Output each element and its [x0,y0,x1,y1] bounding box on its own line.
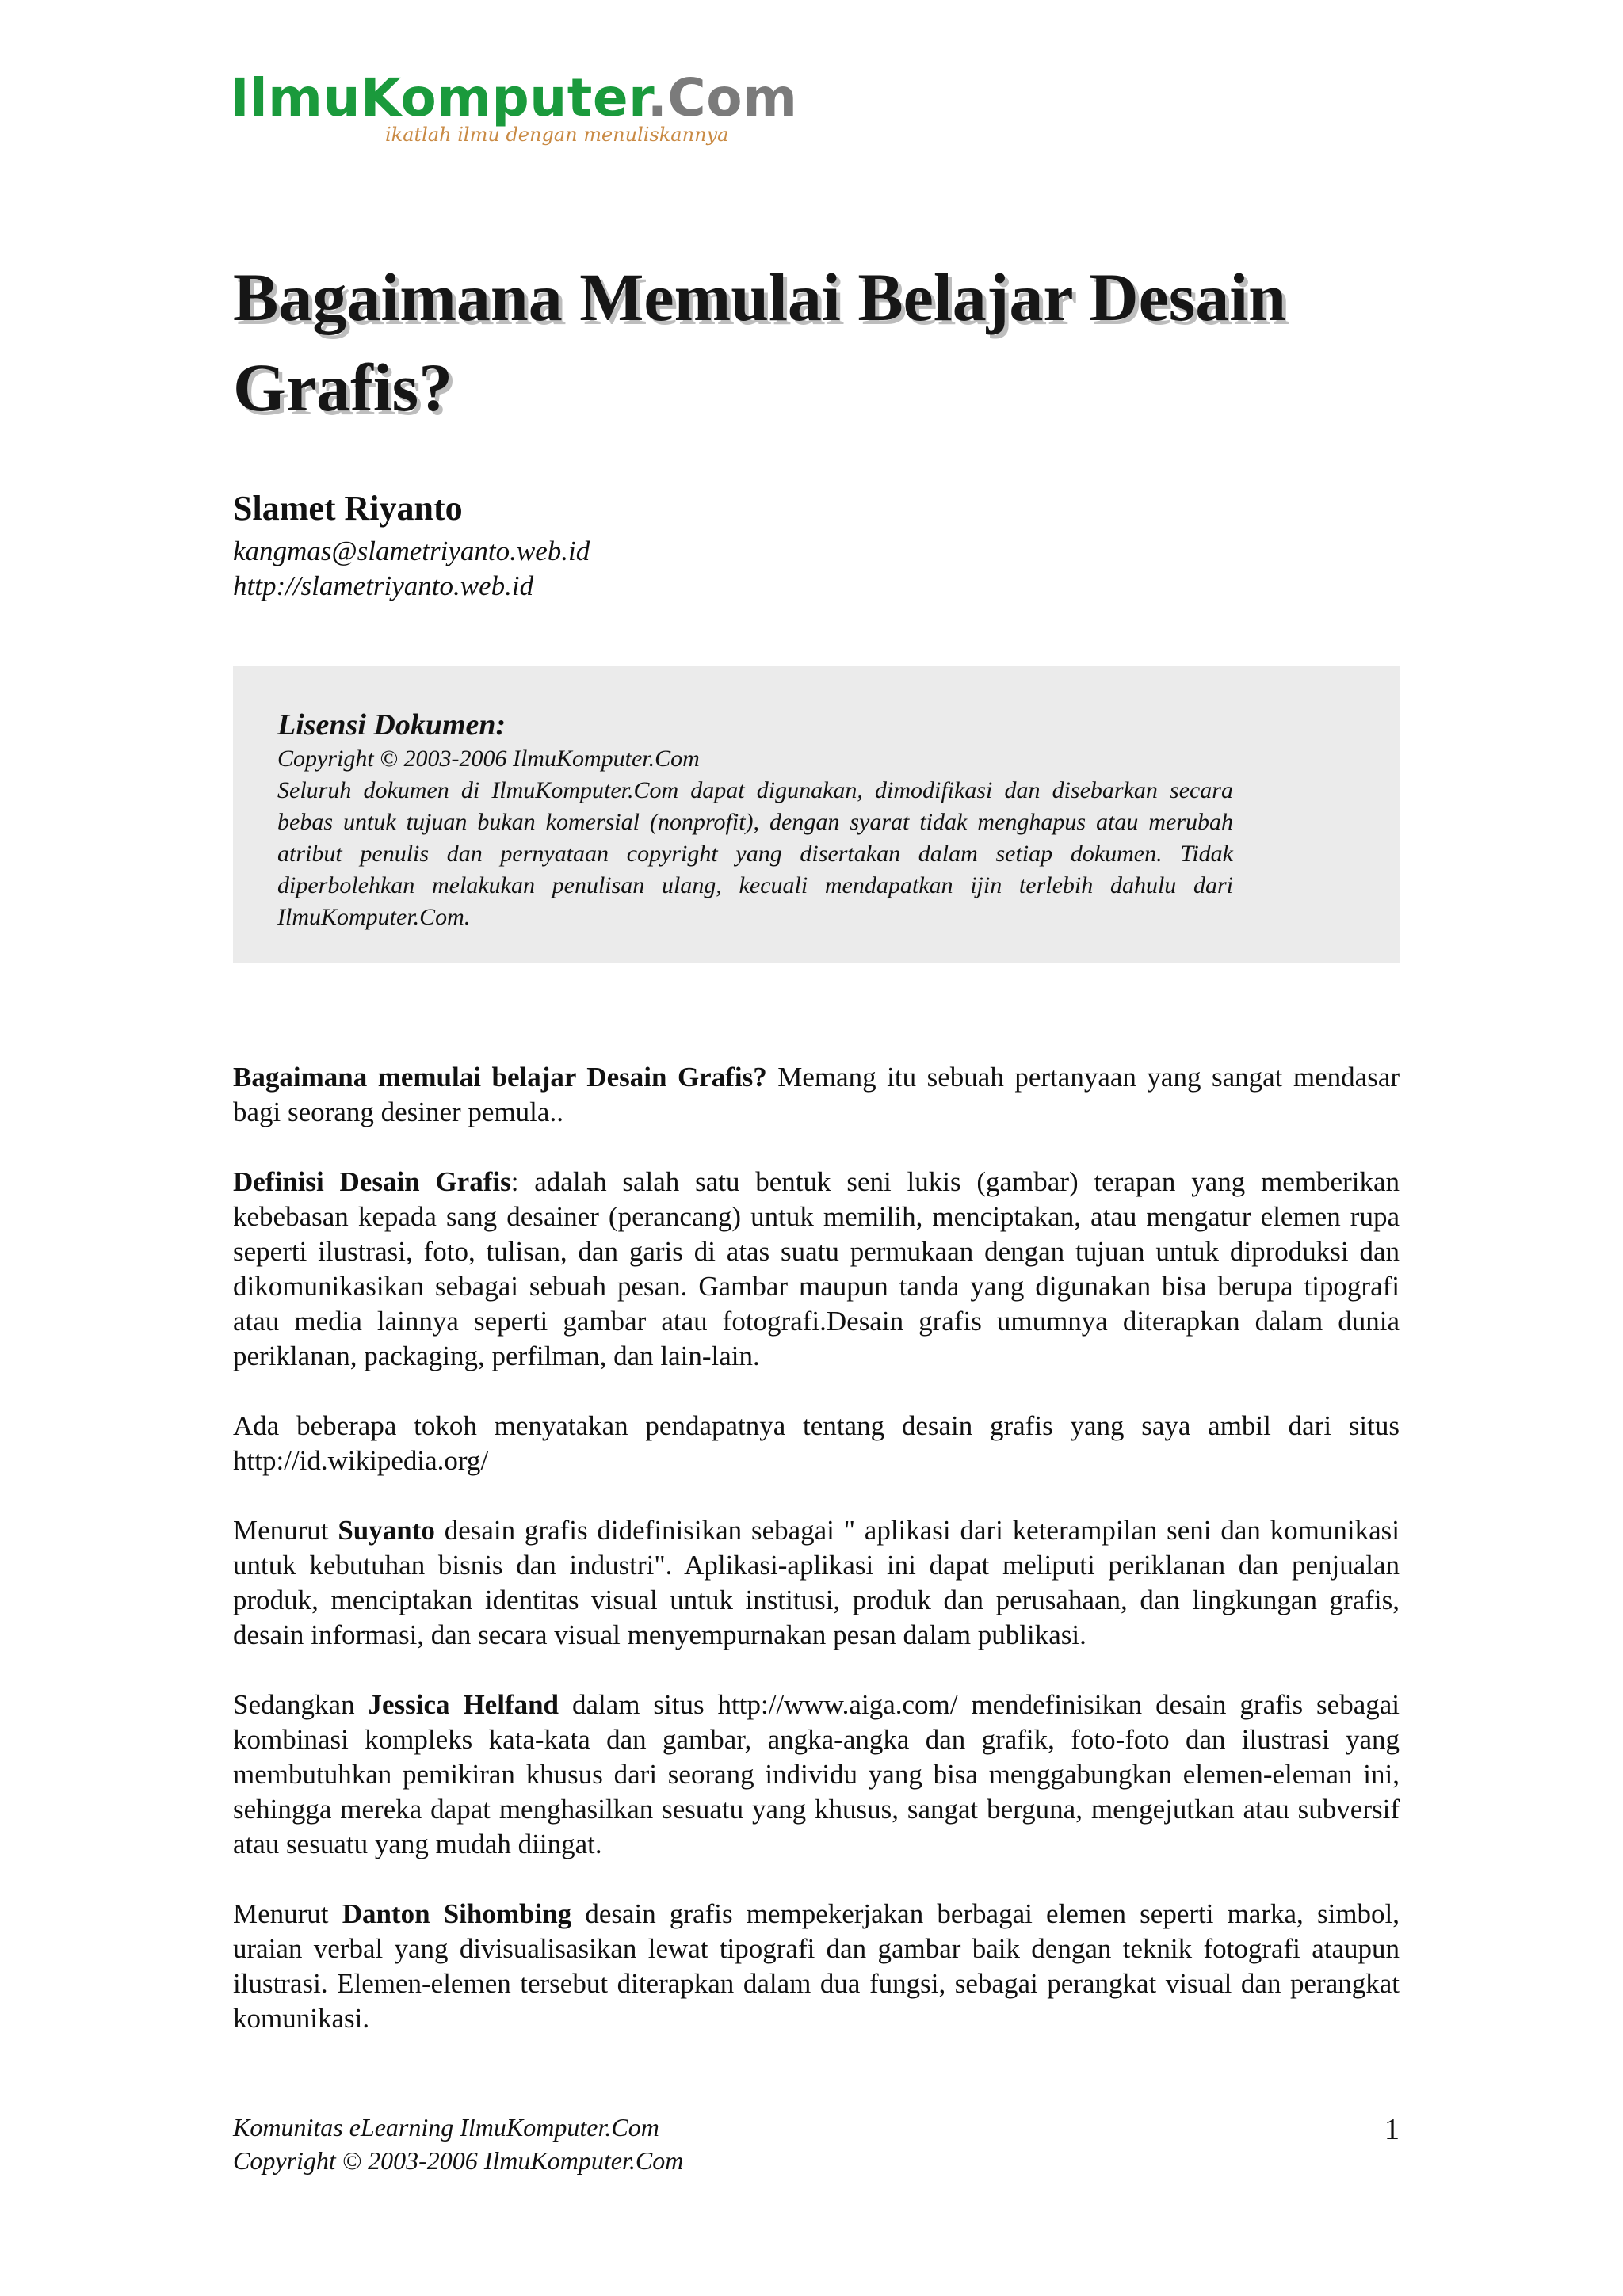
author-email: kangmas@slametriyanto.web.id [233,536,590,566]
paragraph-lead: Menurut [233,1898,342,1929]
paragraph-intro [233,1060,1400,1130]
paragraph-text: Memang itu sebuah pertanyaan yang sangat mendasar bagi seorang desiner pemula.. [233,1062,1400,1127]
paragraph-helfand [233,1688,1400,1862]
footer-community: Komunitas eLearning IlmuKomputer.Com [233,2113,659,2142]
page-number: 1 [1384,2113,1400,2146]
paragraph-text: : adalah salah satu bentuk seni lukis (gambar) terapan yang memberikan kebebasan kepada sang desainer (perancang) untuk memilih, menciptakan, atau mengatur elemen rupa seperti ilustrasi, foto, tulisan, dan garis di atas suatu permukaan dengan tujuan untuk diproduksi dan dikomunikasikan sebagai sebuah pesan. Gambar maupun tanda yang digunakan bisa berupa tipografi atau media lainnya seperti gambar atau fotografi.Desain grafis umumnya diterapkan dalam dunia periklanan, packaging, perfilman, dan lain-lain. [233,1166,1400,1371]
author-name: Slamet Riyanto [233,489,463,528]
author-website: http://slametriyanto.web.id [233,570,534,601]
license-copyright: Copyright © 2003-2006 IlmuKomputer.Com [277,746,700,772]
paragraph-suyanto [233,1513,1400,1653]
license-text: Seluruh dokumen di IlmuKomputer.Com dapat digunakan, dimodifikasi dan disebarkan secara bebas untuk tujuan bukan komersial (nonprofit), dengan syarat tidak menghapus atau merubah atribut penulis dan pernyataan copyright yang disertakan dalam setiap dokumen. Tidak diperbolehkan melakukan penulisan ulang, kecuali mendapatkan ijin terlebih dahulu dari IlmuKomputer.Com. [277,777,1233,930]
logo-tagline: ikatlah ilmu dengan menuliskannya [385,124,729,146]
paragraph-sihombing [233,1897,1400,2036]
logo-wordmark [230,67,798,130]
paragraph-text: desain grafis mempekerjakan berbagai elemen seperti marka, simbol, uraian verbal yang divisualisasikan lewat tipografi dan gambar baik dengan teknik fotografi ataupun ilustrasi. Elemen-elemen tersebut diterapkan dalam dua fungsi, sebagai perangkat visual dan perangkat komunikasi. [233,1898,1400,2034]
person-name: Jessica Helfand [368,1689,559,1720]
site-logo [230,67,798,162]
definition-term: Definisi Desain Grafis [233,1166,511,1197]
author-contact [233,534,590,604]
license-heading: Lisensi Dokumen: [277,708,506,742]
person-name: Danton Sihombing [342,1898,572,1929]
person-name: Suyanto [338,1515,435,1546]
license-box [233,666,1400,963]
intro-question: Bagaimana memulai belajar Desain Grafis? [233,1062,767,1093]
paragraph-text: dalam situs http://www.aiga.com/ mendefinisikan desain grafis sebagai kombinasi kompleks kata-kata dan gambar, angka-angka dan grafik, foto-foto dan ilustrasi yang membutuhkan pemikiran khusus dari seorang individu yang bisa menggabungkan elemen-eleman ini, sehingga mereka dapat menghasilkan sesuatu yang khusus, sangat berguna, mengejutkan atau subversif atau sesuatu yang mudah diingat. [233,1689,1400,1859]
paragraph-text: Ada beberapa tokoh menyatakan pendapatnya tentang desain grafis yang saya ambil dari situs http://id.wikipedia.org/ [233,1410,1400,1476]
logo-wordmark-name: IlmuKomputer [230,67,647,128]
page-footer [233,2111,683,2177]
document-title: Bagaimana Memulai Belajar Desain Grafis? [233,259,1286,425]
article-body [233,1060,1400,2071]
paragraph-definition [233,1165,1400,1374]
footer-copyright: Copyright © 2003-2006 IlmuKomputer.Com [233,2146,684,2175]
paragraph-text: desain grafis didefinisikan sebagai " aplikasi dari keterampilan seni dan komunikasi untuk kebutuhan bisnis dan industri". Aplikasi-aplikasi ini dapat meliputi periklanan dan penjualan produk, menciptakan identitas visual untuk institusi, produk dan perusahaan, dan lingkungan grafis, desain informasi, dan secara visual menyempurnakan pesan dalam publikasi. [233,1515,1400,1650]
paragraph-lead: Sedangkan [233,1689,369,1720]
paragraph-sources [233,1409,1400,1478]
logo-wordmark-domain: .Com [647,67,798,128]
paragraph-lead: Menurut [233,1515,338,1546]
